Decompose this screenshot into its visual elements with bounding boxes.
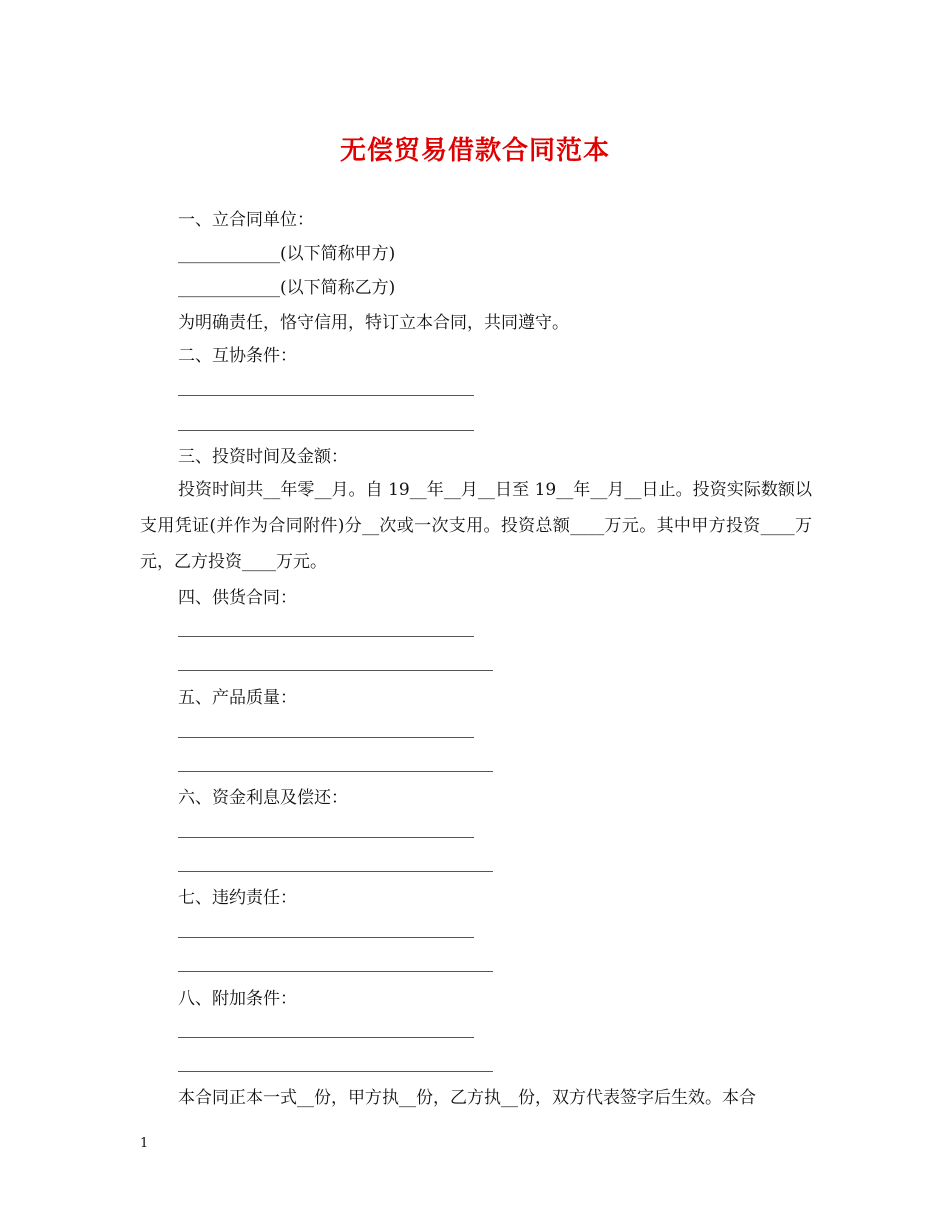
blank-rule bbox=[178, 670, 493, 671]
section-3-heading: 三、投资时间及金额： bbox=[178, 447, 348, 467]
section-3-body: 投资时间共__年零__月。自 19__年__月__日至 19__年__月__日止。投资实际数额以支用凭证(并作为合同附件)分__次或一次支用。投资总额____万元。其中甲方投资____万元，乙方投资____万元。 bbox=[140, 480, 812, 572]
blank-rule bbox=[178, 636, 474, 637]
section-2-heading: 二、互协条件： bbox=[178, 346, 297, 366]
blank-rule bbox=[178, 937, 474, 938]
blank-rule bbox=[178, 837, 474, 838]
preamble: 为明确责任，恪守信用，特订立本合同，共同遵守。 bbox=[178, 313, 569, 333]
party-b-line: ____________(以下简称乙方) bbox=[178, 278, 396, 298]
closing-clause: 本合同正本一式__份，甲方执__份，乙方执__份，双方代表签字后生效。本合 bbox=[178, 1088, 756, 1108]
blank-rule bbox=[178, 395, 474, 396]
blank-rule bbox=[178, 771, 493, 772]
section-5-heading: 五、产品质量： bbox=[178, 688, 297, 708]
section-6-heading: 六、资金利息及偿还： bbox=[178, 788, 348, 808]
blank-rule bbox=[178, 1071, 493, 1072]
document-title: 无偿贸易借款合同范本 bbox=[339, 136, 610, 166]
blank-rule bbox=[178, 871, 493, 872]
blank-rule bbox=[178, 430, 474, 431]
blank-rule bbox=[178, 1037, 474, 1038]
section-4-heading: 四、供货合同： bbox=[178, 588, 297, 608]
section-8-heading: 八、附加条件： bbox=[178, 989, 297, 1009]
section-7-heading: 七、违约责任： bbox=[178, 888, 297, 908]
blank-rule bbox=[178, 737, 474, 738]
blank-rule bbox=[178, 971, 493, 972]
section-1-heading: 一、立合同单位： bbox=[178, 210, 314, 230]
party-a-line: ____________(以下简称甲方) bbox=[178, 244, 396, 264]
page-number: 1 bbox=[140, 1136, 149, 1151]
